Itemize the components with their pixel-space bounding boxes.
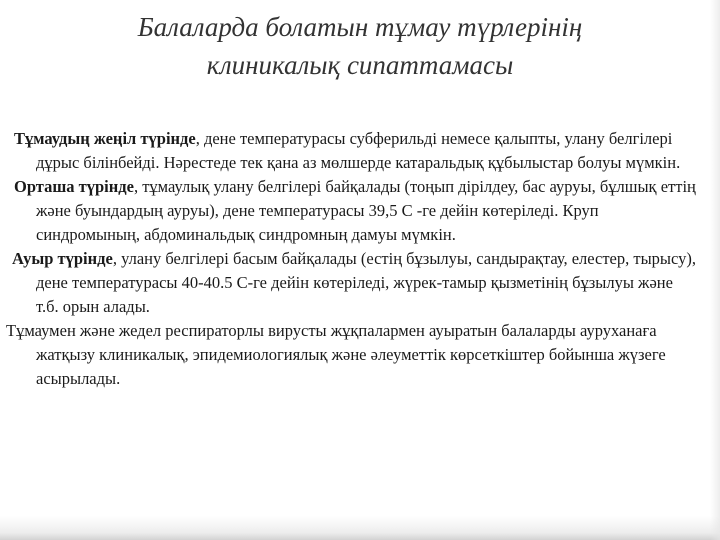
paragraph-text: , тұмаулық улану белгілері байқалады (тоңып дірілдеу, бас ауруы, бұлшық еттің және буындардың ауруы), дене температурасы 39,5 С -ге дейін көтеріледі. Круп синдромының, абдоминальдық синдромның дамуы мүмкін. [36, 177, 696, 244]
paragraph-lead: Ауыр түрінде [12, 249, 113, 268]
slide-bottom-shadow [0, 516, 720, 540]
paragraph-text: , дене температурасы субферильді немесе қалыпты, улану белгілері дұрыс білінбейді. Нәрестеде тек қана аз мөлшерде катаральдық құбылыстар болуы мүмкін. [36, 129, 681, 172]
paragraph-lead: Орташа түрінде [14, 177, 134, 196]
paragraph-lead: Тұмаудың жеңіл түрінде [14, 129, 196, 148]
slide-title [40, 8, 680, 84]
paragraph-moderate-form [6, 175, 696, 247]
slide-title-line-1: Балаларда болатын тұмау түрлерінің [137, 12, 583, 42]
slide-right-shadow [710, 0, 720, 540]
slide-title-line-2: клиникалық сипаттамасы [206, 50, 514, 80]
paragraph-hospitalization [6, 319, 696, 391]
paragraph-mild-form [6, 127, 696, 175]
paragraph-text: , улану белгілері басым байқалады (естің бұзылуы, сандырақтау, елестер, тырысу), дене температурасы 40-40.5 С-ге дейін көтеріледі, жүрек-тамыр қызметінің бұзылуы және т.б. орын алады. [36, 249, 696, 316]
paragraph-text: Тұмаумен және жедел респираторлы вирусты жұқпалармен ауыратын балаларды ауруханаға жатқызу клиникалық, эпидемиологиялық және әлеуметтік көрсеткіштер бойынша жүзеге асырылады. [6, 321, 666, 388]
paragraph-severe-form [6, 247, 696, 319]
slide-body [6, 127, 696, 391]
